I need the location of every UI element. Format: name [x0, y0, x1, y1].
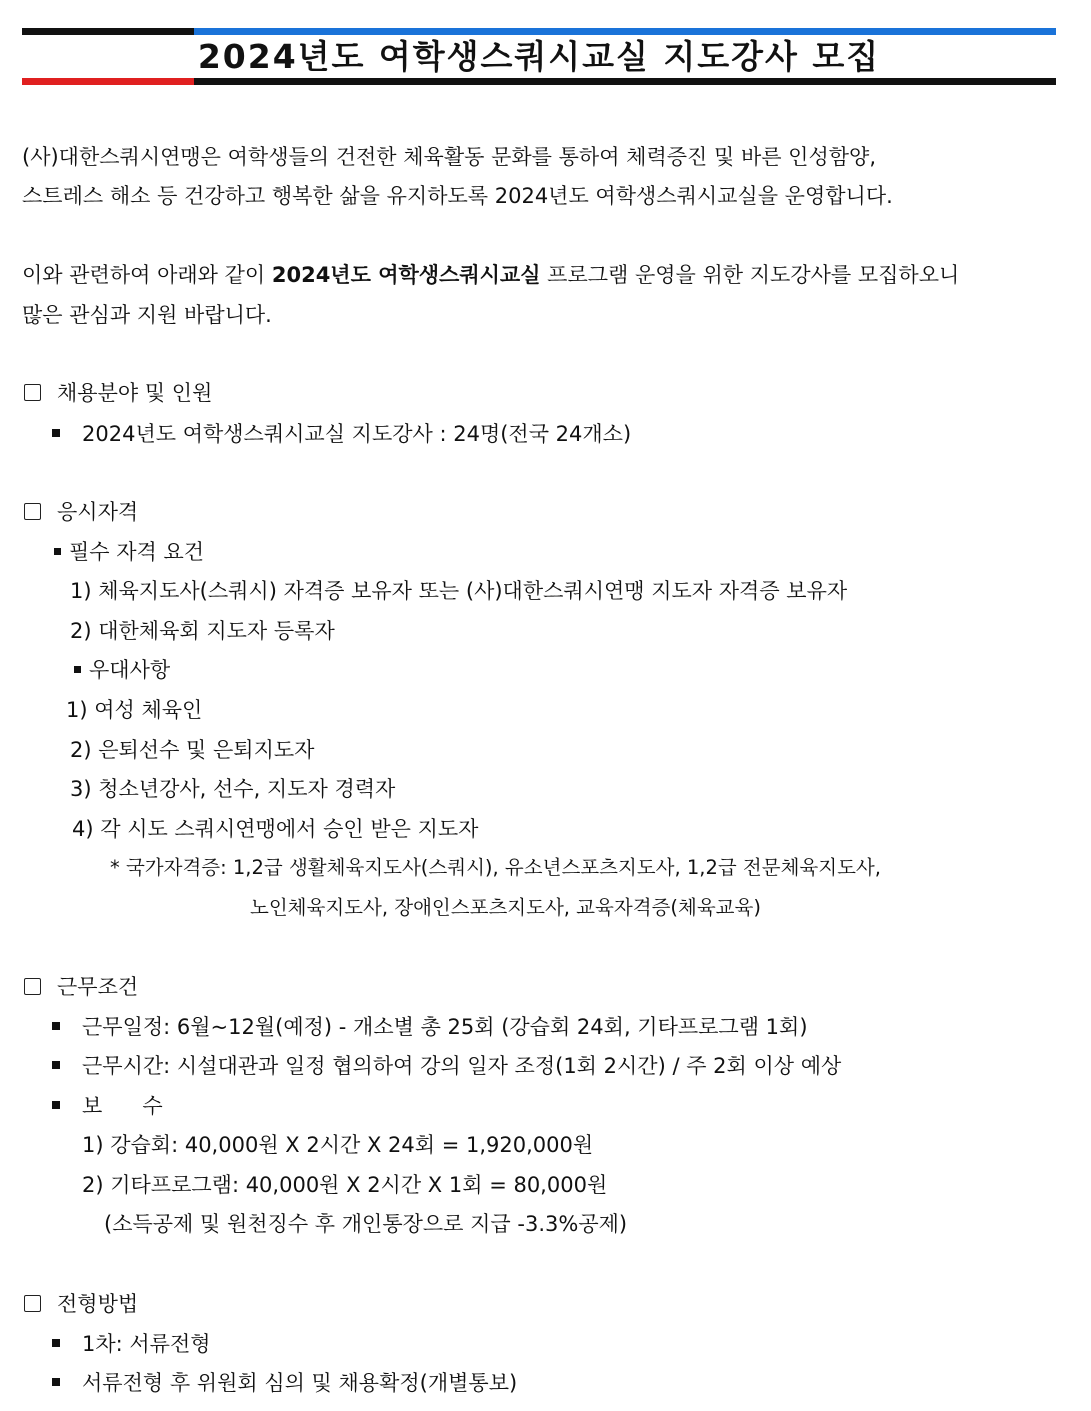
note-line-1: * 국가자격증: 1,2급 생활체육지도사(스쿼시), 유소년스포츠지도사, 1,2급 전문체육지도사,	[110, 856, 881, 879]
section-heading-qualification	[24, 497, 138, 527]
preferred-label	[74, 655, 170, 685]
list-item	[52, 419, 631, 449]
title-banner	[22, 28, 1056, 86]
list-item	[52, 1368, 517, 1398]
schedule-text: 근무일정: 6월~12월(예정) - 개소별 총 25회 (강습회 24회, 기타프로그램 1회)	[82, 1015, 808, 1039]
checkbox-square-icon	[24, 384, 41, 401]
pay-item-1: 1) 강습회: 40,000원 X 2시간 X 24회 = 1,920,000원	[82, 1133, 594, 1157]
intro-line-4: 많은 관심과 지원 바랍니다.	[22, 303, 272, 327]
title-bar-bottom-left	[22, 78, 194, 85]
section1-heading-text: 채용분야 및 인원	[57, 381, 213, 405]
checkbox-square-icon	[24, 978, 41, 995]
title-bar-bottom-right	[194, 78, 1056, 85]
section-heading-conditions	[24, 972, 138, 1002]
required-item-1: 1) 체육지도사(스쿼시) 자격증 보유자 또는 (사)대한스쿼시연맹 지도자 자격증 보유자	[70, 579, 848, 603]
square-bullet-icon	[52, 1339, 60, 1347]
required-label-text: 필수 자격 요건	[69, 540, 205, 564]
selection-item-2-text: 서류전형 후 위원회 심의 및 채용확정(개별통보)	[82, 1371, 518, 1395]
intro-line-3-pre: 이와 관련하여 아래와 같이	[22, 263, 272, 287]
list-item	[52, 1091, 163, 1121]
square-bullet-icon	[52, 429, 60, 437]
square-bullet-icon	[74, 666, 81, 673]
pay-label-text: 보 수	[82, 1094, 163, 1118]
checkbox-square-icon	[24, 503, 41, 520]
section4-heading-text: 전형방법	[57, 1292, 139, 1316]
intro-line-3-post: 프로그램 운영을 위한 지도강사를 모집하오니	[540, 263, 960, 287]
required-label	[54, 537, 204, 567]
section2-heading-text: 응시자격	[57, 500, 139, 524]
section-heading-recruitment	[24, 378, 212, 408]
square-bullet-icon	[52, 1378, 60, 1386]
title-bar-top-left	[22, 28, 194, 35]
pay-note: (소득공제 및 원천징수 후 개인통장으로 지급 -3.3%공제)	[104, 1212, 628, 1236]
selection-item-1-text: 1차: 서류전형	[82, 1332, 211, 1356]
list-item	[52, 1012, 808, 1042]
checkbox-square-icon	[24, 1295, 41, 1312]
square-bullet-icon	[52, 1061, 60, 1069]
preferred-item-1: 1) 여성 체육인	[66, 698, 203, 722]
square-bullet-icon	[52, 1101, 60, 1109]
hours-text: 근무시간: 시설대관과 일정 협의하여 강의 일자 조정(1회 2시간) / 주 2회 이상 예상	[82, 1054, 842, 1078]
title-bar-top-right	[194, 28, 1056, 35]
note-line-2: 노인체육지도사, 장애인스포츠지도사, 교육자격증(체육교육)	[250, 896, 761, 919]
required-item-2: 2) 대한체육회 지도자 등록자	[70, 619, 335, 643]
section3-heading-text: 근무조건	[57, 975, 139, 999]
preferred-item-4: 4) 각 시도 스쿼시연맹에서 승인 받은 지도자	[72, 817, 479, 841]
preferred-item-2: 2) 은퇴선수 및 은퇴지도자	[70, 738, 315, 762]
intro-line-3	[22, 260, 959, 290]
section-heading-selection	[24, 1289, 138, 1319]
square-bullet-icon	[52, 1022, 60, 1030]
square-bullet-icon	[54, 548, 61, 555]
pay-item-2: 2) 기타프로그램: 40,000원 X 2시간 X 1회 = 80,000원	[82, 1173, 608, 1197]
list-item	[52, 1051, 841, 1081]
preferred-label-text: 우대사항	[89, 658, 171, 682]
intro-line-1: (사)대한스쿼시연맹은 여학생들의 건전한 체육활동 문화를 통하여 체력증진 및 바른 인성함양,	[22, 145, 877, 169]
preferred-item-3: 3) 청소년강사, 선수, 지도자 경력자	[70, 777, 396, 801]
intro-line-3-bold: 2024년도 여학생스쿼시교실	[271, 263, 541, 287]
list-item	[52, 1329, 211, 1359]
page-title: 2024년도 여학생스쿼시교실 지도강사 모집	[197, 37, 881, 76]
section1-item-text: 2024년도 여학생스쿼시교실 지도강사 : 24명(전국 24개소)	[82, 422, 632, 446]
intro-line-2: 스트레스 해소 등 건강하고 행복한 삶을 유지하도록 2024년도 여학생스쿼시교실을 운영합니다.	[22, 184, 893, 208]
